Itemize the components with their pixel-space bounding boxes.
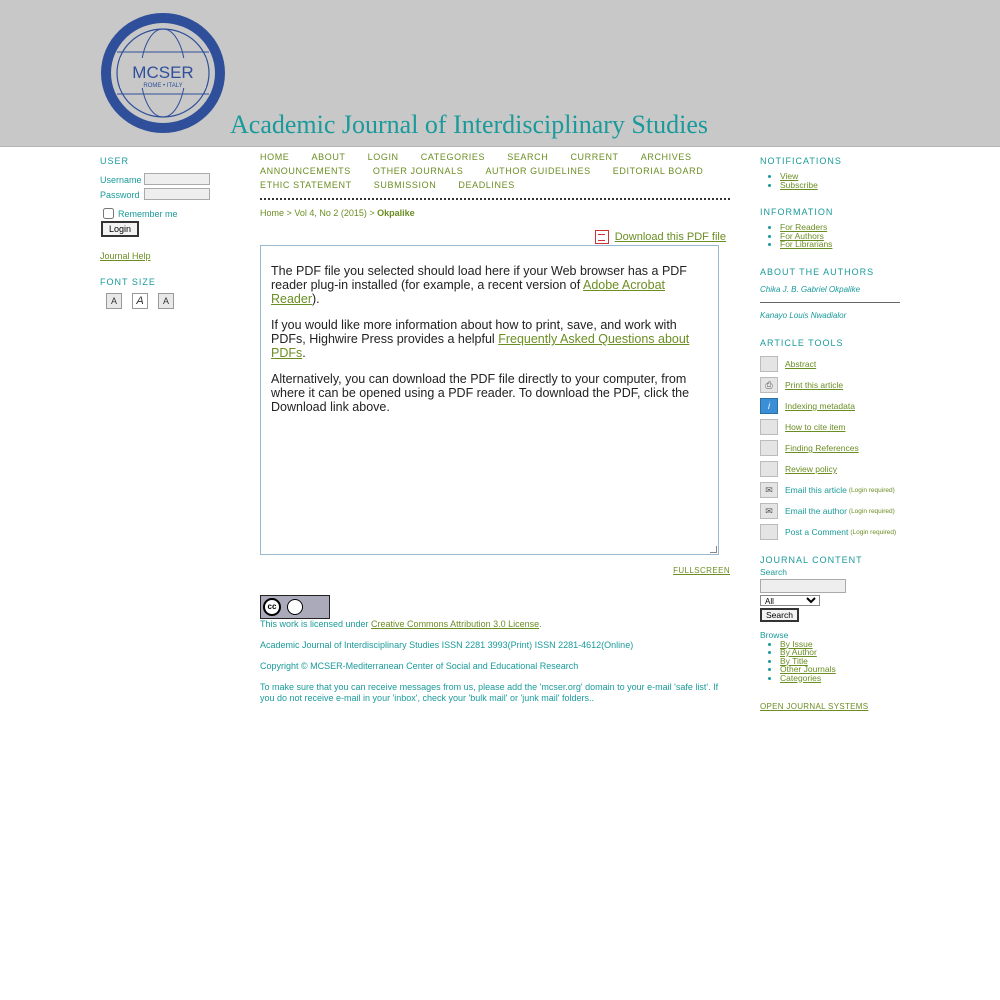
nav-editorial-board[interactable]: EDITORIAL BOARD: [612, 166, 704, 176]
password-label: Password: [100, 189, 140, 200]
tool-print[interactable]: [760, 375, 900, 396]
username-label: Username: [100, 174, 142, 185]
font-size-title: FONT SIZE: [100, 277, 156, 287]
license-link[interactable]: Creative Commons Attribution 3.0 License: [371, 619, 540, 629]
tool-references[interactable]: [760, 438, 900, 459]
pdf-paragraph: [271, 264, 718, 306]
resize-grip-icon[interactable]: [710, 546, 717, 553]
pdf-viewer-frame[interactable]: [260, 245, 719, 555]
tool-indexing[interactable]: [760, 396, 900, 417]
login-required-note: (Login required): [848, 486, 895, 494]
tool-cite[interactable]: [760, 417, 900, 438]
comment-icon: [760, 524, 778, 540]
nav-deadlines[interactable]: DEADLINES: [458, 180, 515, 190]
references-search-icon: [760, 440, 778, 456]
pdf-text: .: [302, 346, 306, 360]
open-journal-systems-link[interactable]: OPEN JOURNAL SYSTEMS: [760, 702, 869, 711]
for-librarians-link[interactable]: For Librarians: [780, 239, 833, 249]
license-text: [260, 619, 730, 630]
issn-text: Academic Journal of Interdisciplinary Studies ISSN 2281 3993(Print) ISSN 2281-4612(Online): [260, 640, 634, 650]
information-title: INFORMATION: [760, 207, 834, 217]
journal-help-link[interactable]: Journal Help: [100, 251, 151, 261]
cc-by-icon: [287, 599, 303, 615]
svg-text:ROME • ITALY: ROME • ITALY: [143, 83, 183, 89]
acrobat-reader-link[interactable]: Adobe Acrobat Reader: [271, 278, 665, 306]
authors-title: ABOUT THE AUTHORS: [760, 266, 875, 277]
breadcrumb-current[interactable]: Okpalike: [377, 208, 415, 218]
nav-categories[interactable]: CATEGORIES: [420, 152, 486, 162]
tool-email-article: [760, 480, 900, 501]
pdf-paragraph: [271, 318, 718, 360]
nav-current[interactable]: CURRENT: [570, 152, 619, 162]
copyright-text: Copyright © MCSER-Mediterranean Center of Social and Educational Research: [260, 661, 579, 671]
browse-by-issue-link[interactable]: By Issue: [780, 638, 813, 649]
fullscreen-link[interactable]: FULLSCREEN: [673, 566, 730, 575]
username-input[interactable]: [144, 173, 210, 185]
nav-about[interactable]: ABOUT: [311, 152, 346, 162]
info-icon: i: [760, 398, 778, 414]
font-default-icon[interactable]: A: [132, 293, 148, 309]
search-label: Search: [760, 566, 787, 577]
pdf-faq-link[interactable]: Frequently Asked Questions about PDFs: [271, 332, 690, 360]
site-header: [0, 0, 1000, 147]
cc-license-badge[interactable]: [260, 595, 330, 619]
download-pdf: [595, 230, 726, 244]
left-sidebar: [100, 156, 240, 309]
license-prefix: This work is licensed under: [260, 619, 372, 629]
nav-home[interactable]: HOME: [260, 152, 290, 162]
login-required-note: (Login required): [848, 507, 895, 515]
font-size-controls: [106, 293, 240, 309]
safe-list-text: To make sure that you can receive messages from us, please add the 'mcser.org' domain to your e-mail 'safe list'. If you do not receive e-mail in your 'inbox', check your 'bulk mail' or 'junk mail' folders..: [260, 682, 719, 703]
browse-label: Browse: [760, 629, 789, 640]
nav-announcements[interactable]: ANNOUNCEMENTS: [260, 166, 351, 176]
cc-icon: cc: [263, 598, 281, 616]
main-content: [260, 150, 730, 703]
pdf-paragraph: Alternatively, you can download the PDF file directly to your computer, from where it can be opened using a PDF reader. To download the PDF, click the Download link above.: [271, 372, 690, 414]
printer-icon: ⎙: [760, 377, 778, 393]
tool-abstract[interactable]: [760, 354, 900, 375]
journal-content-title: JOURNAL CONTENT: [760, 554, 863, 565]
breadcrumb-home[interactable]: Home: [260, 208, 285, 218]
tool-review-policy-link[interactable]: Review policy: [785, 464, 837, 474]
review-policy-icon: [760, 461, 778, 477]
nav-other-journals[interactable]: OTHER JOURNALS: [372, 166, 464, 176]
page-footer: [260, 595, 730, 714]
svg-text:MCSER: MCSER: [132, 63, 194, 82]
download-pdf-link[interactable]: Download this PDF file: [614, 231, 726, 243]
author-name: Chika J. B. Gabriel Okpalike: [760, 284, 861, 294]
tool-references-link[interactable]: Finding References: [785, 443, 859, 453]
journal-search-input[interactable]: [760, 579, 846, 593]
authors-block: [760, 267, 900, 320]
tool-email-author-label: Email the author: [785, 506, 847, 516]
notifications-subscribe-link[interactable]: Subscribe: [780, 179, 818, 190]
browse-by-author-link[interactable]: By Author: [780, 647, 817, 657]
tool-review-policy[interactable]: [760, 459, 900, 480]
remember-me-label: Remember me: [118, 208, 178, 219]
journal-content-block: [760, 555, 900, 712]
author-name: Kanayo Louis Nwadialor: [760, 310, 847, 320]
tool-abstract-link[interactable]: Abstract: [785, 359, 817, 369]
tool-email-article-label: Email this article: [785, 485, 847, 495]
tool-post-comment: [760, 522, 900, 543]
password-input[interactable]: [144, 188, 210, 200]
breadcrumb-separator: >: [369, 208, 375, 218]
nav-search[interactable]: SEARCH: [507, 152, 549, 162]
breadcrumb-separator: >: [286, 208, 292, 218]
right-sidebar: [760, 156, 900, 729]
tool-print-link[interactable]: Print this article: [785, 380, 844, 390]
nav-submission[interactable]: SUBMISSION: [373, 180, 437, 190]
journal-search-button[interactable]: Search: [760, 608, 799, 622]
notifications-title: NOTIFICATIONS: [760, 156, 842, 166]
notifications-view-link[interactable]: View: [780, 171, 799, 181]
navbar: [260, 150, 730, 200]
search-scope-select[interactable]: [760, 595, 820, 606]
login-button[interactable]: Login: [101, 221, 139, 237]
remember-me-checkbox[interactable]: [103, 208, 114, 219]
tool-email-author: [760, 501, 900, 522]
nav-login[interactable]: LOGIN: [367, 152, 399, 162]
nav-ethic-statement[interactable]: ETHIC STATEMENT: [260, 180, 352, 190]
author-divider: [760, 302, 900, 303]
notifications-block: [760, 156, 900, 189]
mcser-logo[interactable]: [100, 12, 226, 134]
site-title: Academic Journal of Interdisciplinary Studies: [230, 110, 708, 139]
breadcrumb: [260, 208, 730, 218]
cite-search-icon: [760, 419, 778, 435]
tool-post-comment-label: Post a Comment: [785, 527, 849, 537]
nav-author-guidelines[interactable]: AUTHOR GUIDELINES: [485, 166, 591, 176]
nav-archives[interactable]: ARCHIVES: [640, 152, 692, 162]
article-tools-block: [760, 338, 900, 543]
article-tools-title: ARTICLE TOOLS: [760, 337, 844, 348]
information-block: [760, 207, 900, 249]
pdf-icon: [595, 230, 609, 244]
envelope-icon: ✉: [760, 482, 778, 498]
license-suffix: .: [539, 619, 542, 629]
breadcrumb-issue[interactable]: Vol 4, No 2 (2015): [294, 208, 367, 218]
font-larger-icon[interactable]: A: [158, 293, 174, 309]
for-readers-link[interactable]: For Readers: [780, 222, 828, 232]
tool-cite-link[interactable]: How to cite item: [785, 422, 846, 432]
tool-indexing-link[interactable]: Indexing metadata: [785, 401, 855, 411]
pdf-text: ).: [312, 292, 320, 306]
remember-me: [100, 208, 240, 219]
for-authors-link[interactable]: For Authors: [780, 230, 824, 241]
pdf-text: If you would like more information about how to print, save, and work with PDFs, Highwire Press provides a helpful: [271, 318, 677, 346]
document-icon: [760, 356, 778, 372]
font-smaller-icon[interactable]: A: [106, 293, 122, 309]
user-block-title: USER: [100, 156, 130, 166]
browse-by-title-link[interactable]: By Title: [780, 655, 808, 666]
envelope-icon: ✉: [760, 503, 778, 519]
login-required-note: (Login required): [850, 528, 897, 536]
browse-other-journals-link[interactable]: Other Journals: [780, 664, 836, 674]
login-form: [100, 172, 210, 202]
pdf-text: The PDF file you selected should load here if your Web browser has a PDF reader plug-in installed (for example, a recent version of: [271, 264, 687, 292]
browse-categories-link[interactable]: Categories: [780, 672, 822, 683]
